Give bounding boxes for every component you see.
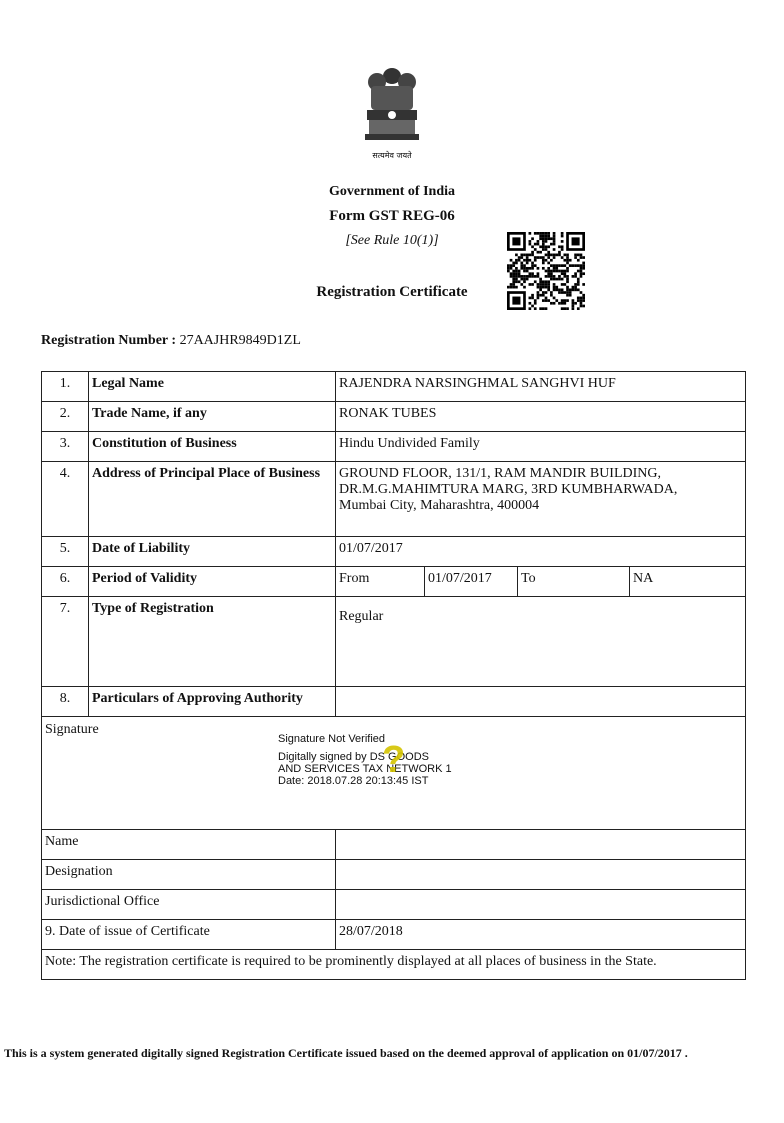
name-label: Name	[42, 830, 336, 860]
table-row	[42, 372, 746, 402]
office-value	[336, 890, 746, 920]
emblem-motto: सत्यमेव जयते	[372, 151, 412, 160]
signature-label: Signature	[45, 722, 99, 737]
form-heading: Form GST REG-06	[329, 208, 455, 224]
registration-number-value: 27AAJHR9849D1ZL	[179, 333, 301, 348]
qr-code-icon	[507, 232, 585, 310]
designation-value	[336, 860, 746, 890]
row-label: Particulars of Approving Authority	[89, 687, 336, 717]
office-label: Jurisdictional Office	[42, 890, 336, 920]
row-value: Hindu Undivided Family	[336, 432, 746, 462]
emblem-icon	[355, 64, 429, 144]
validity-from-value: 01/07/2017	[425, 567, 518, 597]
address-value	[336, 462, 746, 537]
issue-date-value: 28/07/2018	[336, 920, 746, 950]
system-generated-note: This is a system generated digitally signed Registration Certificate issued based on the deemed approval of application on 01/07/2017 .	[4, 1046, 688, 1060]
signature-area	[42, 717, 745, 829]
address-line: Mumbai City, Maharashtra, 400004	[339, 498, 540, 513]
row-value: RONAK TUBES	[336, 402, 746, 432]
row-label: Legal Name	[89, 372, 336, 402]
table-row	[42, 597, 746, 687]
row-number: 8.	[42, 687, 89, 717]
row-number: 2.	[42, 402, 89, 432]
registration-number	[41, 333, 301, 349]
table-row	[42, 432, 746, 462]
name-value	[336, 830, 746, 860]
row-number: 5.	[42, 537, 89, 567]
row-number: 7.	[42, 597, 89, 687]
signature-cell	[42, 717, 746, 830]
certificate-title: Registration Certificate	[316, 284, 468, 300]
address-line: DR.M.G.MAHIMTURA MARG, 3RD KUMBHARWADA,	[339, 482, 678, 497]
row-number: 3.	[42, 432, 89, 462]
row-value	[336, 687, 746, 717]
row-label: Period of Validity	[89, 567, 336, 597]
government-heading: Government of India	[329, 184, 455, 199]
signature-date: Date: 2018.07.28 20:13:45 IST	[278, 775, 429, 787]
signature-signer-line: Digitally signed by DS GOODS	[278, 751, 429, 763]
row-label: Type of Registration	[89, 597, 336, 687]
row-label: Address of Principal Place of Business	[89, 462, 336, 537]
row-number: 6.	[42, 567, 89, 597]
row-value: RAJENDRA NARSINGHMAL SANGHVI HUF	[336, 372, 746, 402]
table-row	[42, 920, 746, 950]
row-label: Trade Name, if any	[89, 402, 336, 432]
table-row	[42, 950, 746, 980]
row-value: 01/07/2017	[336, 537, 746, 567]
rule-reference: [See Rule 10(1)]	[345, 233, 439, 248]
table-row	[42, 890, 746, 920]
row-number: 1.	[42, 372, 89, 402]
validity-to-value: NA	[630, 567, 746, 597]
registration-type-cell	[336, 597, 746, 687]
digital-signature-block	[278, 733, 452, 787]
validity-from-label: From	[336, 567, 425, 597]
table-row	[42, 567, 746, 597]
signature-row	[42, 717, 746, 830]
table-row	[42, 537, 746, 567]
certificate-table	[41, 371, 746, 980]
designation-label: Designation	[42, 860, 336, 890]
table-row	[42, 860, 746, 890]
table-row	[42, 462, 746, 537]
registration-type-value: Regular	[339, 609, 384, 624]
table-row	[42, 687, 746, 717]
unverified-question-icon: ?	[382, 739, 406, 781]
issue-date-label: 9. Date of issue of Certificate	[42, 920, 336, 950]
display-note: Note: The registration certificate is required to be prominently displayed at all places of business in the State.	[42, 950, 746, 980]
validity-to-label: To	[518, 567, 630, 597]
signature-signer-line: AND SERVICES TAX NETWORK 1	[278, 763, 452, 775]
address-line: GROUND FLOOR, 131/1, RAM MANDIR BUILDING,	[339, 466, 662, 481]
row-number: 4.	[42, 462, 89, 537]
signature-status: Signature Not Verified	[278, 733, 386, 745]
row-label: Date of Liability	[89, 537, 336, 567]
table-row	[42, 402, 746, 432]
national-emblem	[355, 64, 429, 164]
row-label: Constitution of Business	[89, 432, 336, 462]
table-row	[42, 830, 746, 860]
registration-number-label: Registration Number :	[41, 333, 177, 348]
